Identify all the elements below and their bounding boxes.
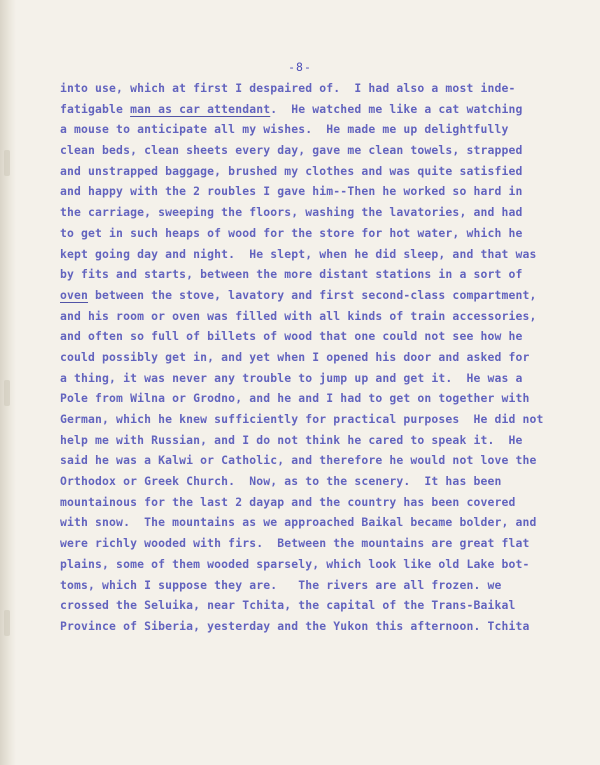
text-line: [60, 244, 580, 265]
text-line: [60, 450, 580, 471]
line-text: German, which he knew sufficiently for practical purposes He did not: [60, 412, 544, 426]
line-text: and his room or oven was filled with all kinds of train accessories,: [60, 308, 537, 323]
text-line: [60, 595, 580, 616]
text-line: [60, 119, 580, 140]
text-line: [60, 181, 580, 202]
text-line: [60, 616, 580, 637]
line-text: between the stove, lavatory and first second-class compartment,: [88, 287, 537, 302]
line-text: a mouse to anticipate all my wishes. He made me up delightfully: [60, 122, 509, 137]
text-line: [60, 161, 580, 182]
text-line: [60, 99, 580, 120]
line-text: to get in such heaps of wood for the store for hot water, which he: [60, 225, 523, 240]
page-number: -8-: [288, 60, 312, 74]
text-line: [60, 264, 580, 285]
text-line: [60, 347, 580, 368]
line-text: help me with Russian, and I do not think he cared to speak it. He: [60, 432, 523, 447]
text-line: [60, 368, 580, 389]
line-text: were richly wooded with firs. Between the mountains are great flat: [60, 536, 530, 551]
line-text: Orthodox or Greek Church. Now, as to the scenery. It has been: [60, 474, 502, 489]
text-line: [60, 554, 580, 575]
line-text: fatigable: [60, 101, 131, 116]
line-text: and unstrapped baggage, brushed my clothes and was quite satisfied: [60, 163, 523, 178]
line-text: by fits and starts, between the more distant stations in a sort of: [60, 267, 523, 282]
text-line: [60, 575, 580, 596]
text-line: [60, 533, 580, 554]
line-text: Pole from Wilna or Grodno, and he and I had to get on together with: [60, 391, 530, 406]
text-line: [60, 78, 580, 99]
text-line: [60, 326, 580, 347]
line-text: and often so full of billets of wood that one could not see how he: [60, 329, 523, 344]
text-line: [60, 409, 580, 430]
line-text: a thing, it was never any trouble to jump up and get it. He was a: [60, 370, 523, 385]
text-line: [60, 202, 580, 223]
line-text: kept going day and night. He slept, when he did sleep, and that was: [60, 246, 537, 261]
line-text: Province of Siberia, yesterday and the Yukon this afternoon. Tchita: [60, 618, 530, 633]
line-text: with snow. The mountains as we approached Baikal became bolder, and: [60, 515, 537, 530]
binding-mark: [4, 150, 10, 176]
line-text: mountainous for the last 2 dayap and the country has been covered: [60, 494, 516, 509]
line-text: clean beds, clean sheets every day, gave me clean towels, strapped: [60, 143, 523, 158]
text-line: [60, 430, 580, 451]
line-text: could possibly get in, and yet when I opened his door and asked for: [60, 349, 530, 364]
underlined-phrase: man as car attendant: [130, 101, 271, 116]
text-line: [60, 388, 580, 409]
line-text: the carriage, sweeping the floors, washing the lavatories, and had: [60, 205, 523, 220]
body-text: [60, 78, 580, 637]
text-line: [60, 512, 580, 533]
text-line: [60, 306, 580, 327]
binding-mark: [4, 610, 10, 636]
line-text: toms, which I suppose they are. The rivers are all frozen. we: [60, 577, 502, 592]
underlined-phrase: oven: [60, 287, 89, 302]
text-line: [60, 492, 580, 513]
text-line: [60, 223, 580, 244]
line-text: and happy with the 2 roubles I gave him--Then he worked so hard in: [60, 184, 523, 199]
line-text: into use, which at first I despaired of. I had also a most inde-: [60, 81, 516, 95]
line-text: said he was a Kalwi or Catholic, and therefore he would not love the: [60, 453, 537, 468]
line-text: crossed the Seluika, near Tchita, the capital of the Trans-Baikal: [60, 598, 516, 613]
line-text: . He watched me like a cat watching: [270, 101, 523, 116]
text-line: [60, 140, 580, 161]
text-line: [60, 285, 580, 306]
text-line: [60, 471, 580, 492]
binding-mark: [4, 380, 10, 406]
line-text: plains, some of them wooded sparsely, which look like old Lake bot-: [60, 556, 530, 571]
